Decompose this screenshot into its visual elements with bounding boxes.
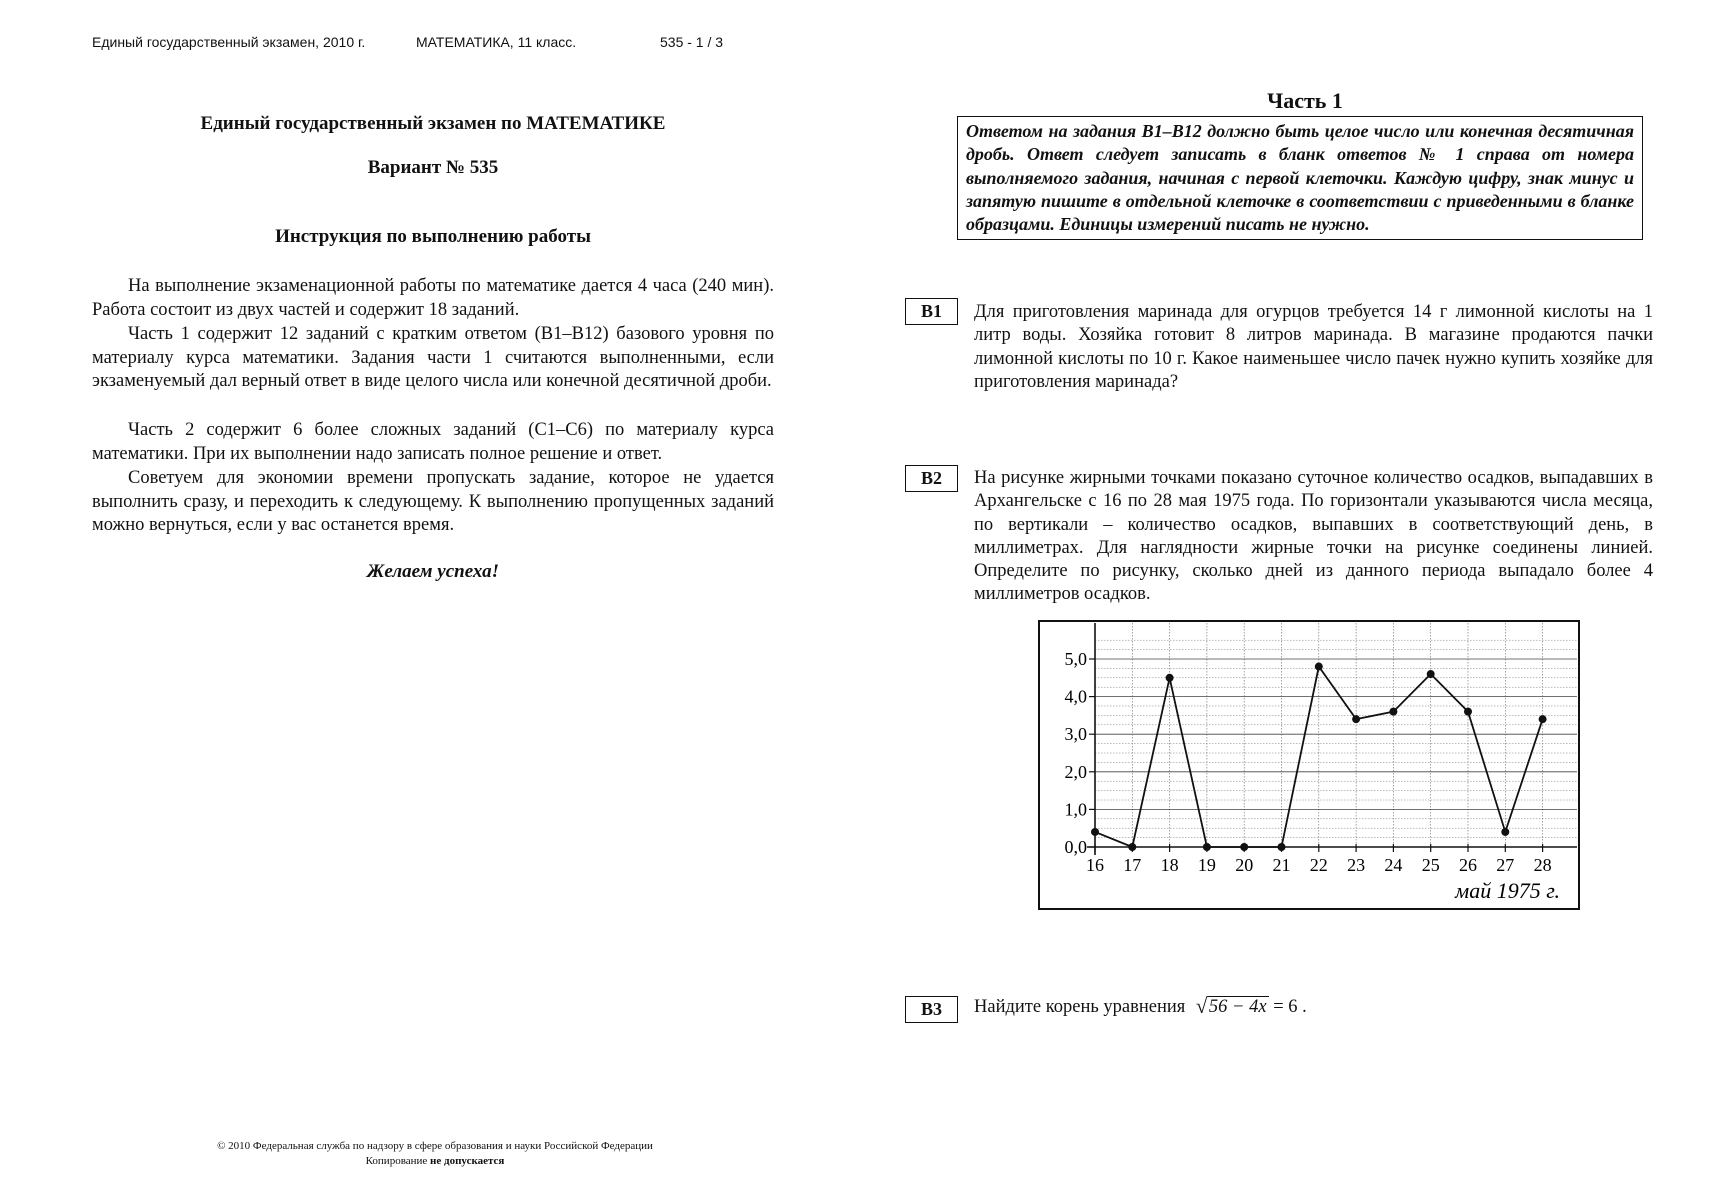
task-text-b2: На рисунке жирными точками показано суточное количество осадков, выпадавших в Архангельске с 16 по 28 мая 1975 года. По горизонтали указываются числа месяца, по вертикали – количество осадков, выпавших в соответствующий день, в миллиметрах. Для наглядности жирные точки на рисунке соединены линией. Определите по рисунку, сколько дней из данного периода выпадало более 4 миллиметров осадков. <box>974 468 1653 605</box>
data-point <box>1128 843 1136 851</box>
x-tick-label: 18 <box>1160 855 1179 875</box>
task-label-b3: B3 <box>905 996 958 1023</box>
data-point <box>1166 674 1174 682</box>
x-tick-label: 27 <box>1496 855 1515 875</box>
data-point <box>1539 715 1547 723</box>
x-tick-label: 16 <box>1086 855 1104 875</box>
footer-copy-notice: Копирование не допускается <box>365 1155 505 1167</box>
x-axis-label: май 1975 г. <box>1455 878 1560 903</box>
y-tick-label: 0,0 <box>1064 837 1087 857</box>
x-tick-label: 24 <box>1384 855 1403 875</box>
y-tick-label: 4,0 <box>1064 686 1087 707</box>
header-exam: Единый государственный экзамен, 2010 г. <box>92 34 366 50</box>
y-tick-label: 1,0 <box>1064 799 1087 820</box>
y-tick-label: 2,0 <box>1064 761 1087 782</box>
data-point <box>1464 708 1472 716</box>
good-luck-text: Желаем успеха! <box>366 561 500 582</box>
part-1-title: Часть 1 <box>1267 88 1343 113</box>
data-point <box>1427 670 1435 678</box>
radical-sign: √ <box>1195 994 1208 1018</box>
square-root <box>1195 994 1269 1018</box>
y-tick-label: 5,0 <box>1064 649 1087 669</box>
header-page-number: 535 - 1 / 3 <box>660 34 724 50</box>
x-tick-label: 19 <box>1197 855 1216 875</box>
task-text-b1: Для приготовления маринада для огурцов требуется 14 г лимонной кислоты на 1 литр воды. Хозяйка готовит 8 литров маринада. В магазине продаются пачки лимонной кислоты по 10 г. Какое наименьшее число пачек нужно купить хозяйке для приготовления маринада? <box>974 302 1653 392</box>
header-subject: МАТЕМАТИКА, 11 класс. <box>416 34 577 50</box>
x-tick-label: 17 <box>1123 855 1142 875</box>
x-tick-label: 26 <box>1459 855 1477 875</box>
data-point <box>1315 663 1323 671</box>
instruction-paragraph: На выполнение экзаменационной работы по математике дается 4 часа (240 мин). Работа состоит из двух частей и содержит 18 заданий. <box>92 276 774 320</box>
precipitation-chart <box>1038 620 1580 910</box>
exam-title: Единый государственный экзамен по МАТЕМАТИКЕ <box>200 113 666 134</box>
task-label-b1: B1 <box>905 298 958 325</box>
data-point <box>1501 828 1509 836</box>
data-point <box>1352 715 1360 723</box>
y-tick-label: 3,0 <box>1064 724 1087 745</box>
x-tick-label: 22 <box>1309 855 1328 875</box>
data-point <box>1091 828 1099 836</box>
data-point <box>1278 843 1286 851</box>
x-tick-label: 20 <box>1235 855 1254 875</box>
data-point <box>1389 708 1397 716</box>
task-label-b2: B2 <box>905 465 958 492</box>
data-point <box>1203 843 1211 851</box>
answer-instructions-box: Ответом на задания B1–B12 должно быть целое число или конечная десятичная дробь. Ответ следует записать в бланк ответов № 1 справа от номера выполняемого задания, начиная с первой клеточки. Каждую цифру, знак минус и запятую пишите в отдельной клеточке в соответствии с приведенными в бланке образцами. Единицы измерений писать не нужно. <box>957 116 1643 240</box>
instruction-paragraph: Советуем для экономии времени пропускать задание, которое не удается выполнить сразу, и переходить к следующему. К выполнению пропущенных заданий можно вернуться, если у вас останется время. <box>92 468 774 536</box>
task-b3-prompt: Найдите корень уравнения <box>974 997 1186 1017</box>
instruction-paragraph: Часть 1 содержит 12 заданий с кратким ответом (B1–B12) базового уровня по материалу курса математики. Задания части 1 считаются выполненными, если экзаменуемый дал верный ответ в виде целого числа или конечной десятичной дроби. <box>92 324 774 392</box>
x-tick-label: 25 <box>1421 855 1440 875</box>
x-tick-label: 23 <box>1347 855 1366 875</box>
variant-title: Вариант № 535 <box>367 157 499 178</box>
equation-rhs: = 6 . <box>1268 997 1307 1017</box>
instruction-paragraph: Часть 2 содержит 6 более сложных заданий (C1–C6) по материалу курса математики. При их выполнении надо записать полное решение и ответ. <box>92 420 774 464</box>
footer-copyright: © 2010 Федеральная служба по надзору в сфере образования и науки Российской Федерации <box>217 1140 653 1152</box>
x-tick-label: 28 <box>1533 855 1552 875</box>
data-point <box>1240 843 1248 851</box>
instructions-title: Инструкция по выполнению работы <box>275 226 591 247</box>
x-tick-label: 21 <box>1272 855 1291 875</box>
radicand: 56 − 4x <box>1208 997 1267 1017</box>
task-text-b3 <box>974 994 1307 1018</box>
